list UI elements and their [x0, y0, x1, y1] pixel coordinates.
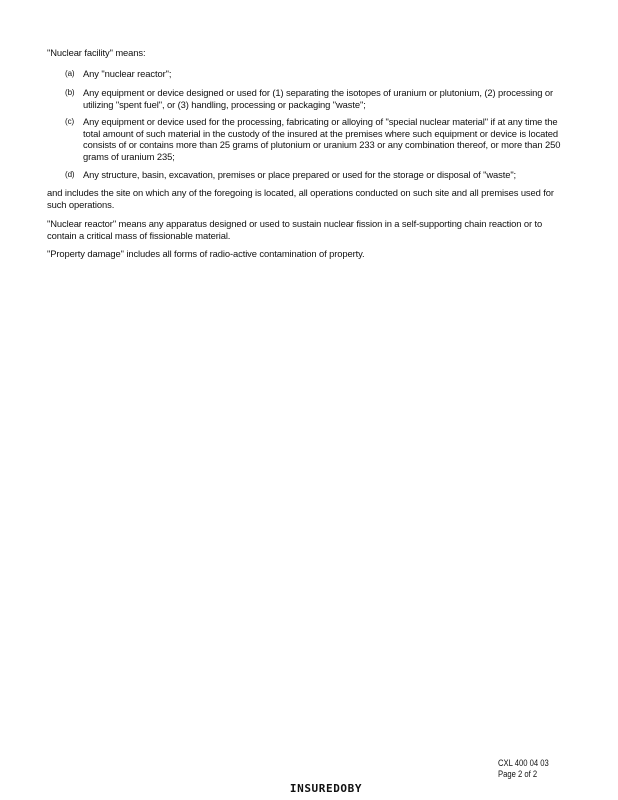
list-item: [65, 68, 571, 80]
watermark-text: INSUREDOBY: [289, 782, 363, 795]
list-marker: (b): [65, 88, 75, 97]
form-code: CXL 400 04 03: [498, 758, 549, 768]
list-item: [65, 169, 571, 181]
list-item-text: Any structure, basin, excavation, premises or place prepared or used for the storage or disposal of "waste";: [83, 169, 517, 180]
property-damage-definition: "Property damage" includes all forms of radio-active contamination of property.: [47, 248, 365, 259]
list-item-text: Any equipment or device used for the processing, fabricating or alloying of "special nuclear material" if at any time the total amount of such material in the custody of the insured at the premises where such equipment or device is located consists of or contains more than 25 grams of plutonium or uranium 233 or any combination thereof, or more than 250 grams of uranium 235;: [83, 116, 561, 162]
list-item: [65, 116, 571, 162]
nuclear-facility-heading: "Nuclear facility" means:: [47, 47, 146, 58]
list-item-text: Any "nuclear reactor";: [83, 68, 172, 79]
form-code-footer: [498, 758, 575, 780]
page-number: Page 2 of 2: [498, 769, 538, 779]
list-item-text: Any equipment or device designed or used for (1) separating the isotopes of uranium or plutonium, (2) processing or utilizing "spent fuel", or (3) handling, processing or packaging "waste";: [83, 87, 554, 110]
list-marker: (a): [65, 69, 75, 78]
list-marker: (c): [65, 117, 75, 126]
includes-paragraph: and includes the site on which any of the foregoing is located, all operations conducted on such site and all premises used for such operations.: [47, 187, 554, 210]
list-marker: (d): [65, 170, 75, 179]
list-item: [65, 87, 571, 110]
nuclear-reactor-definition: "Nuclear reactor" means any apparatus designed or used to sustain nuclear fission in a self-supporting chain reaction or to contain a critical mass of fissionable material.: [47, 218, 543, 241]
